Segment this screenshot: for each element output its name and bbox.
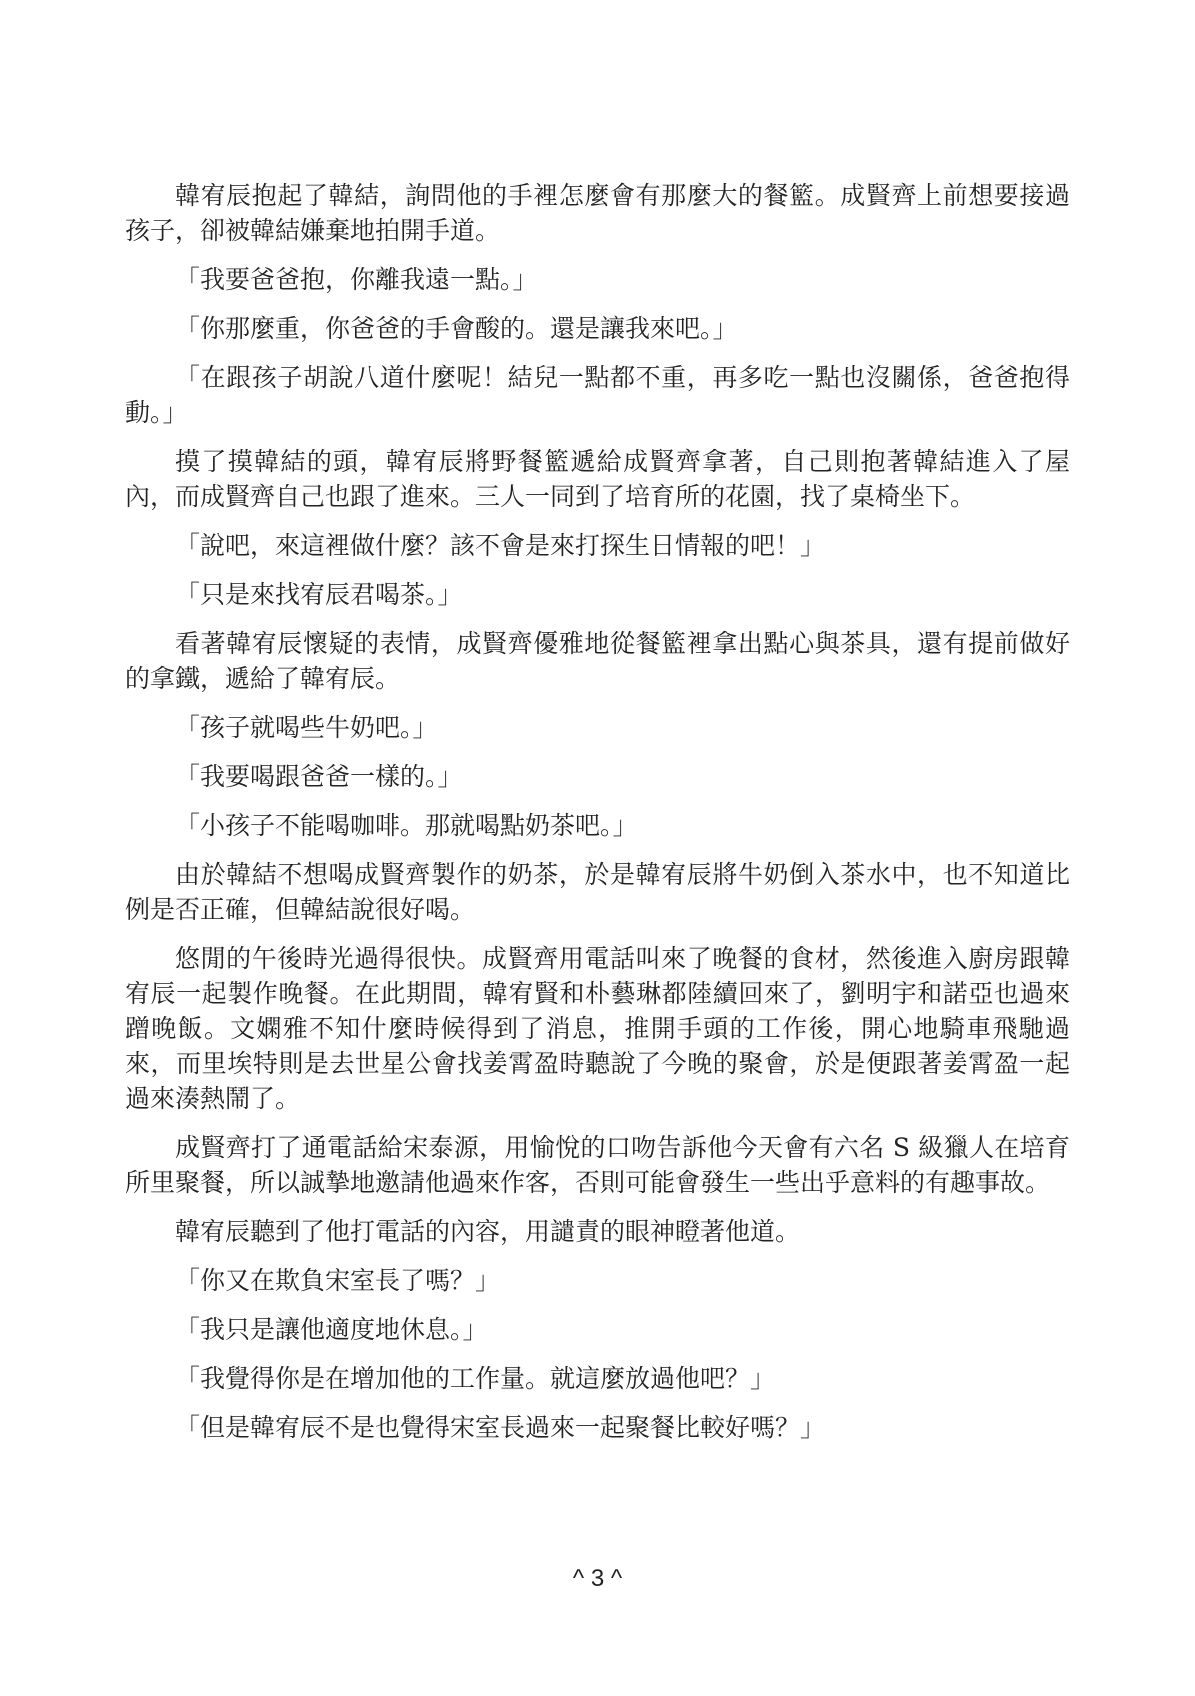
paragraph-15: 韓宥辰聽到了他打電話的內容，用譴責的眼神瞪著他道。 [175,1217,801,1246]
paragraph-18: 「我覺得你是在增加他的工作量。就這麼放過他吧？」 [175,1364,776,1393]
paragraph-4: 「在跟孩子胡說八道什麼呢！結兒一點都不重，再多吃一點也沒關係，爸爸抱得動。」 [125,363,1070,427]
paragraph-17: 「我只是讓他適度地休息。」 [175,1315,488,1344]
paragraph-3: 「你那麼重，你爸爸的手會酸的。還是讓我來吧。」 [175,314,738,343]
paragraph-6: 「說吧，來這裡做什麼？該不會是來打探生日情報的吧！」 [175,531,826,560]
paragraph-9: 「孩子就喝些牛奶吧。」 [175,713,438,742]
paragraph-14: 成賢齊打了通電話給宋泰源，用愉悅的口吻告訴他今天會有六名 S 級獵人在培育所里聚餐，所以誠摯地邀請他過來作客，否則可能會發生一些出乎意料的有趣事故。 [125,1133,1070,1197]
paragraph-13: 悠閒的午後時光過得很快。成賢齊用電話叫來了晚餐的食材，然後進入廚房跟韓宥辰一起製作晚餐。在此期間，韓宥賢和朴藝琳都陸續回來了，劉明宇和諾亞也過來蹭晚飯。文嫻雅不知什麼時候得到了消息，推開手頭的工作後，開心地騎車飛馳過來，而里埃特則是去世星公會找姜霄盈時聽說了今晚的聚會，於是便跟著姜霄盈一起過來湊熱鬧了。 [125,944,1070,1113]
paragraph-12: 由於韓結不想喝成賢齊製作的奶茶，於是韓宥辰將牛奶倒入茶水中，也不知道比例是否正確，但韓結說很好喝。 [125,860,1070,924]
page-number: ^ 3 ^ [572,1565,623,1592]
paragraph-1: 韓宥辰抱起了韓結，詢問他的手裡怎麼會有那麼大的餐籃。成賢齊上前想要接過孩子，卻被韓結嫌棄地拍開手道。 [125,181,1070,245]
paragraph-11: 「小孩子不能喝咖啡。那就喝點奶茶吧。」 [175,811,638,840]
body-text [125,178,1070,1459]
paragraph-19: 「但是韓宥辰不是也覺得宋室長過來一起聚餐比較好嗎？」 [175,1413,826,1442]
paragraph-7: 「只是來找宥辰君喝茶。」 [175,580,463,609]
paragraph-16: 「你又在欺負宋室長了嗎？」 [175,1266,501,1295]
paragraph-2: 「我要爸爸抱，你離我遠一點。」 [175,265,538,294]
paragraph-5: 摸了摸韓結的頭，韓宥辰將野餐籃遞給成賢齊拿著，自己則抱著韓結進入了屋內，而成賢齊自己也跟了進來。三人一同到了培育所的花園，找了桌椅坐下。 [125,447,1070,511]
paragraph-8: 看著韓宥辰懷疑的表情，成賢齊優雅地從餐籃裡拿出點心與茶具，還有提前做好的拿鐵，遞給了韓宥辰。 [125,629,1070,693]
paragraph-10: 「我要喝跟爸爸一樣的。」 [175,762,463,791]
